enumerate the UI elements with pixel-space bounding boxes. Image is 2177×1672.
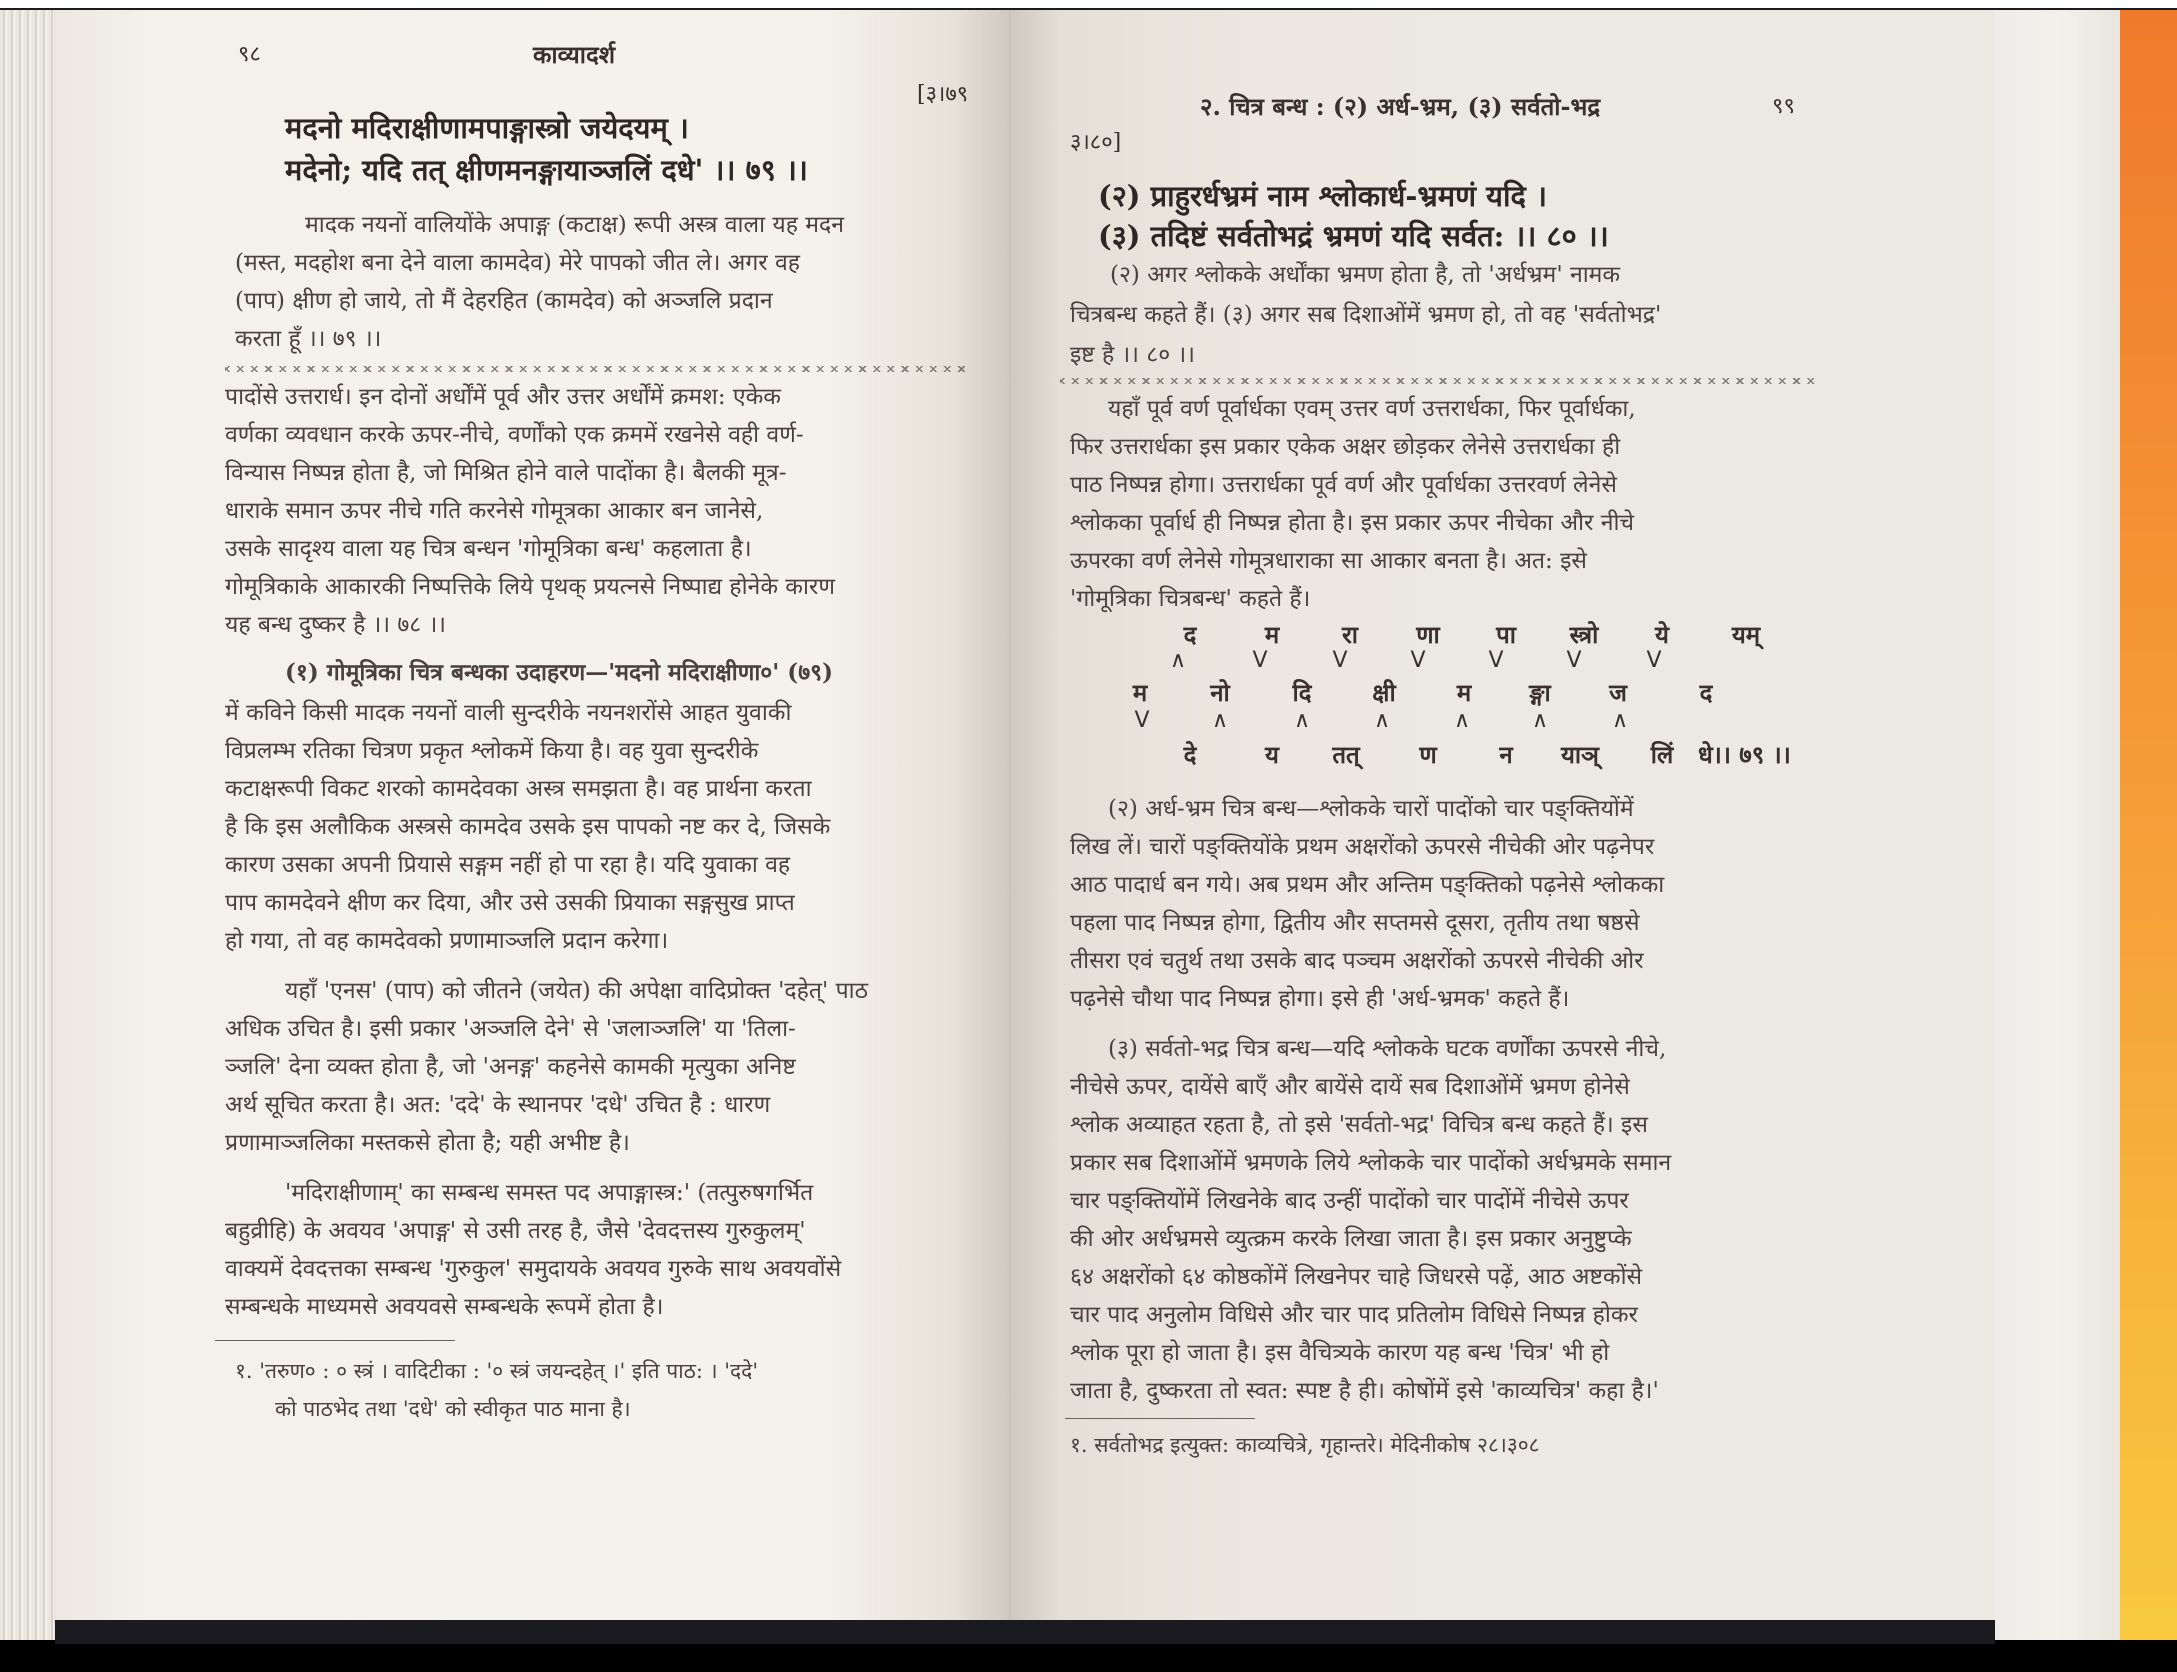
right-footnote-rule (1065, 1418, 1255, 1419)
left-para-line: यहाँ 'एनस' (पाप) को जीतने (जयेत) की अपेक्षा वादिप्रोक्त 'दहेत्' पाठ (285, 978, 868, 1004)
right-para-line: चार पङ्क्तियोंमें लिखनेके बाद उन्हीं पादोंको चार पादोंमें नीचेसे ऊपर (1070, 1188, 1629, 1214)
diagram-zigzag-mark: V (1332, 648, 1348, 673)
diagram-cell: नो (1210, 678, 1230, 707)
right-verse-line: (३) तदिष्टं सर्वतोभद्रं भ्रमणं यदि सर्वत: ।। ८० ।। (1098, 219, 1609, 253)
diagram-cell: द (1699, 678, 1713, 707)
diagram-cell: म (1132, 678, 1148, 707)
diagram-cell: लिं (1650, 740, 1674, 769)
right-para-line: श्लोक पूरा हो जाता है। इस वैचित्र्यके कारण यह बन्ध 'चित्र' भी हो (1070, 1340, 1610, 1366)
left-commentary-line: उसके सादृश्य वाला यह चित्र बन्धन 'गोमूत्रिका बन्ध' कहलाता है। (225, 536, 752, 562)
diagram-cell: रा (1341, 620, 1359, 649)
diagram-zigzag-mark: ∧ (1169, 648, 1187, 673)
left-commentary-line: धाराके समान ऊपर नीचे गति करनेसे गोमूत्रका आकार बन जानेसे, (225, 498, 764, 524)
left-footnote-line: १. 'तरुण० : ० स्त्रं । वादिटीका : '० स्त्रं जयन्दहेत् ।' इति पाठ: । 'ददे' (235, 1359, 759, 1383)
book-cover-edge (2120, 10, 2177, 1640)
right-commentary-line: फिर उत्तरार्धका इस प्रकार एकेक अक्षर छोड़कर लेनेसे उत्तरार्धका ही (1070, 434, 1621, 460)
right-translation-line: चित्रबन्ध कहते हैं। (३) अगर सब दिशाओंमें भ्रमण हो, तो वह 'सर्वतोभद्र' (1070, 302, 1662, 328)
right-commentary-line: ऊपरका वर्ण लेनेसे गोमूत्रधाराका सा आकार बनता है। अत: इसे (1070, 548, 1587, 574)
diagram-zigzag-mark: ∧ (1611, 708, 1629, 733)
right-side-number: ३।८०] (1070, 130, 1122, 155)
right-para-line: (३) सर्वतो-भद्र चित्र बन्ध—यदि श्लोकके घटक वर्णोंका ऊपरसे नीचे, (1108, 1036, 1667, 1062)
left-footnote-line: को पाठभेद तथा 'दधे' को स्वीकृत पाठ माना है। (275, 1397, 631, 1421)
left-side-number: [३।७९ (917, 82, 969, 107)
left-para-line: विप्रलम्भ रतिका चित्रण प्रकृत श्लोकमें किया है। वह युवा सुन्दरीके (225, 738, 759, 764)
right-para-line: श्लोक अव्याहत रहता है, तो इसे 'सर्वतो-भद्र' विचित्र बन्ध कहते हैं। इस (1070, 1112, 1648, 1138)
left-para-line: कारण उसका अपनी प्रियासे सङ्गम नहीं हो पा रहा है। यदि युवाका वह (225, 852, 791, 878)
left-running-head: काव्यादर्श (533, 40, 616, 69)
left-wavy-divider (225, 362, 965, 376)
left-para-line: ञ्जलि' देना व्यक्त होता है, जो 'अनङ्ग' कहनेसे कामकी मृत्युका अनिष्ट (225, 1054, 796, 1080)
left-commentary-line: यह बन्ध दुष्कर है ।। ७८ ।। (225, 612, 447, 638)
right-footnote-line: १. सर्वतोभद्र इत्युक्त: काव्यचित्रे, गृहान्तरे। मेदिनीकोष २८।३०८ (1070, 1433, 1540, 1457)
right-commentary-line: 'गोमूत्रिका चित्रबन्ध' कहते हैं। (1070, 586, 1311, 612)
diagram-cell: धे।। ७९ ।। (1698, 740, 1791, 769)
left-commentary-line: गोमूत्रिकाके आकारकी निष्पत्तिके लिये पृथक् प्रयत्नसे निष्पाद्य होनेके कारण (225, 574, 835, 600)
diagram-cell: न (1499, 740, 1513, 769)
right-para-line: पहला पाद निष्पन्न होगा, द्वितीय और सप्तमसे दूसरा, तृतीय तथा षष्ठसे (1070, 910, 1640, 936)
left-para-line: सम्बन्धके माध्यमसे अवयवसे सम्बन्धके रूपमें होता है। (225, 1294, 664, 1320)
diagram-cell: ज (1609, 678, 1627, 707)
diagram-zigzag-mark: ∧ (1211, 708, 1229, 733)
right-verse-line: (२) प्राहुरर्धभ्रमं नाम श्लोकार्ध-भ्रमणं यदि । (1098, 179, 1547, 213)
left-folio: ९८ (238, 42, 261, 67)
right-commentary-line: यहाँ पूर्व वर्ण पूर्वार्धका एवम् उत्तर वर्ण उत्तरार्धका, फिर पूर्वार्धका, (1108, 396, 1636, 422)
right-translation-line: इष्ट है ।। ८० ।। (1070, 342, 1195, 368)
diagram-zigzag-mark: V (1488, 648, 1504, 673)
diagram-cell: म (1264, 620, 1280, 649)
right-commentary-line: श्लोकका पूर्वार्ध ही निष्पन्न होता है। इस प्रकार ऊपर नीचेका और नीचे (1070, 510, 1635, 536)
left-footnote-rule (215, 1340, 455, 1341)
left-commentary-line: पादोंसे उत्तरार्ध। इन दोनों अर्धोंमें पूर्व और उत्तर अर्धोंमें क्रमश: एकेक (225, 384, 781, 410)
left-commentary-line: वर्णका व्यवधान करके ऊपर-नीचे, वर्णोंको एक क्रममें रखनेसे वही वर्ण- (225, 422, 804, 448)
diagram-cell: याञ् (1561, 740, 1599, 769)
diagram-cell: णा (1416, 620, 1440, 649)
left-para-line: प्रणामाञ्जलिका मस्तकसे होता है; यही अभीष्ट है। (225, 1130, 630, 1156)
left-para-line: 'मदिराक्षीणाम्' का सम्बन्ध समस्त पद अपाङ्गास्त्र:' (तत्पुरुषगर्भित (285, 1180, 814, 1206)
right-para-line: लिख लें। चारों पङ्क्तियोंके प्रथम अक्षरोंको ऊपरसे नीचेकी ओर पढ़नेपर (1070, 834, 1655, 860)
right-para-line: प्रकार सब दिशाओंमें भ्रमणके लिये श्लोकके चार पादोंको अर्धभ्रमके समान (1070, 1150, 1672, 1176)
diagram-cell: ये (1655, 620, 1669, 649)
left-para-line: हो गया, तो वह कामदेवको प्रणामाञ्जलि प्रदान करेगा। (225, 928, 669, 954)
right-running-head: २. चित्र बन्ध : (२) अर्ध-भ्रम, (३) सर्वतो-भद्र (1200, 92, 1601, 121)
left-para-line: में कविने किसी मादक नयनों वाली सुन्दरीके नयनशरोंसे आहत युवाकी (225, 700, 792, 726)
diagram-zigzag-mark: ∧ (1373, 708, 1391, 733)
left-para-line: कटाक्षरूपी विकट शरको कामदेवका अस्त्र समझता है। वह प्रार्थना करता (225, 776, 812, 802)
left-translation-line: (मस्त, मदहोश बना देने वाला कामदेव) मेरे पापको जीत ले। अगर वह (235, 250, 801, 276)
right-para-line: पढ़नेसे चौथा पाद निष्पन्न होगा। इसे ही 'अर्ध-भ्रमक' कहते हैं। (1070, 986, 1570, 1012)
right-folio: ९९ (1772, 94, 1795, 119)
diagram-cell: दे (1183, 740, 1197, 769)
scan-bottom-shadow (55, 1620, 1995, 1644)
left-translation-line: (पाप) क्षीण हो जाये, तो मैं देहरहित (कामदेव) को अञ्जलि प्रदान (235, 288, 773, 314)
left-para-line: है कि इस अलौकिक अस्त्रसे कामदेव उसके इस पापको नष्ट कर दे, जिसके (225, 814, 831, 840)
left-translation-line: करता हूँ ।। ७९ ।। (235, 326, 382, 352)
diagram-zigzag-mark: V (1134, 708, 1150, 733)
right-para-line: ६४ अक्षरोंको ६४ कोष्ठकोंमें लिखनेपर चाहे जिधरसे पढ़ें, आठ अष्टकोंसे (1070, 1264, 1643, 1290)
left-para-line: वाक्यमें देवदत्तका सम्बन्ध 'गुरुकुल' समुदायके अवयव गुरुके साथ अवयवोंसे (225, 1256, 842, 1282)
right-para-line: नीचेसे ऊपर, दायेंसे बाएँ और बायेंसे दायें सब दिशाओंमें भ्रमण होनेसे (1070, 1074, 1630, 1100)
diagram-cell: स्त्रो (1569, 620, 1599, 649)
gomutrika-diagram (1010, 618, 1995, 788)
diagram-cell: यम् (1731, 620, 1761, 649)
right-translation-line: (२) अगर श्लोकके अर्धोंका भ्रमण होता है, तो 'अर्धभ्रम' नामक (1110, 262, 1621, 288)
diagram-cell: क्षी (1372, 678, 1396, 707)
left-translation-line: मादक नयनों वालियोंके अपाङ्ग (कटाक्ष) रूपी अस्त्र वाला यह मदन (305, 212, 844, 238)
left-verse-line: मदेनो; यदि तत् क्षीणमनङ्गायाञ्जलिं दधे' ।। ७९ ।। (285, 153, 808, 187)
right-para-line: जाता है, दुष्करता तो स्वत: स्पष्ट है ही। कोषोंमें इसे 'काव्यचित्र' कहा है।' (1070, 1378, 1659, 1404)
left-para-line: अधिक उचित है। इसी प्रकार 'अञ्जलि देने' से 'जलाञ्जलि' या 'तिला- (225, 1016, 796, 1042)
diagram-zigzag-mark: ∧ (1453, 708, 1471, 733)
diagram-cell: य (1265, 740, 1279, 769)
right-para-line: चार पाद अनुलोम विधिसे और चार पाद प्रतिलोम विधिसे निष्पन्न होकर (1070, 1302, 1638, 1328)
right-wavy-divider (1060, 374, 1820, 388)
diagram-cell: तत् (1332, 740, 1360, 769)
right-para-line: की ओर अर्धभ्रमसे व्युत्क्रम करके लिखा जाता है। इस प्रकार अनुष्टुप्के (1070, 1226, 1632, 1252)
diagram-cell: पा (1496, 620, 1516, 649)
right-para-line: आठ पादार्ध बन गये। अब प्रथम और अन्तिम पङ्क्तिको पढ़नेसे श्लोकका (1070, 872, 1665, 898)
diagram-cell: ण (1419, 740, 1437, 769)
left-para-line: अर्थ सूचित करता है। अत: 'ददे' के स्थानपर 'दधे' उचित है : धारण (225, 1092, 771, 1118)
right-para-line: (२) अर्ध-भ्रम चित्र बन्ध—श्लोकके चारों पादोंको चार पङ्क्तियोंमें (1108, 796, 1634, 822)
right-commentary-line: पाठ निष्पन्न होगा। उत्तरार्धका पूर्व वर्ण और पूर्वार्धका उत्तरवर्ण लेनेसे (1070, 472, 1617, 498)
diagram-cell: दि (1292, 678, 1312, 707)
left-para-lead: (१) गोमूत्रिका चित्र बन्धका उदाहरण—'मदनो मदिराक्षीणा०' (७९) (285, 659, 833, 686)
diagram-zigzag-mark: V (1646, 648, 1662, 673)
diagram-cell: म (1456, 678, 1472, 707)
left-page (55, 10, 1010, 1640)
diagram-cell: द (1183, 620, 1197, 649)
diagram-zigzag-mark: V (1410, 648, 1426, 673)
diagram-zigzag-mark: V (1566, 648, 1582, 673)
left-para-line: बहुव्रीहि) के अवयव 'अपाङ्ग' से उसी तरह है, जैसे 'देवदत्तस्य गुरुकुलम्' (225, 1218, 806, 1244)
right-page (1010, 10, 1995, 1620)
back-page-edge (1995, 10, 2125, 1640)
diagram-zigzag-mark: ∧ (1531, 708, 1549, 733)
diagram-zigzag-mark: ∧ (1293, 708, 1311, 733)
diagram-zigzag-mark: V (1252, 648, 1268, 673)
right-para-line: तीसरा एवं चतुर्थ तथा उसके बाद पञ्चम अक्षरोंको ऊपरसे नीचेकी ओर (1070, 948, 1644, 974)
left-para-line: पाप कामदेवने क्षीण कर दिया, और उसे उसकी प्रियाका सङ्गसुख प्राप्त (225, 890, 795, 916)
left-commentary-line: विन्यास निष्पन्न होता है, जो मिश्रित होने वाले पादोंका है। बैलकी मूत्र- (225, 460, 787, 486)
diagram-cell: ङ्गा (1529, 678, 1551, 707)
left-verse-line: मदनो मदिराक्षीणामपाङ्गास्त्रो जयेदयम् । (285, 111, 689, 145)
